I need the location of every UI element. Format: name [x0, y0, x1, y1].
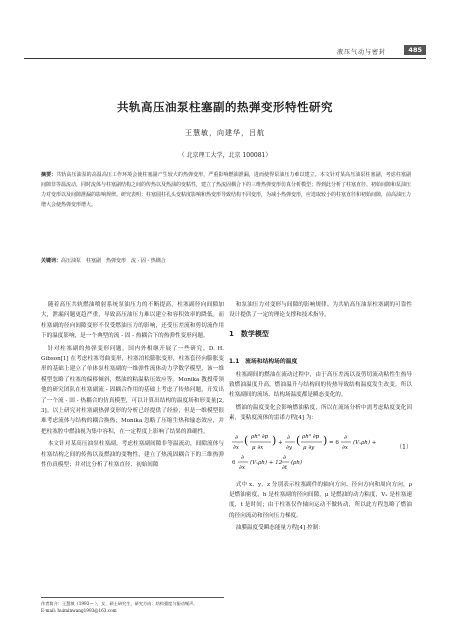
svg-text:∂t: ∂t — [282, 464, 288, 471]
author-info: 作者简介：王慧敏（1993— ），女，硕士研究生，研究方向：结构强度与振动噪声。 — [41, 601, 198, 606]
svg-text:∂: ∂ — [287, 434, 290, 441]
right-column — [229, 300, 412, 536]
contribution-paragraph: 本文针对某高压油泵柱塞副，考虑柱塞副间隙非等温流动，间隙流体与柱塞结构之间的传热以及燃油的变物性，建立了热流固耦合下的三维热弹性仿真模型；并对比分析了柱塞直径、初始间隙 — [41, 441, 224, 469]
running-header — [24, 44, 426, 59]
svg-text:∂x: ∂x — [233, 444, 239, 451]
keywords-text: 高压油泵 柱塞副 热弹变形 流 - 固 - 热耦合 — [61, 258, 166, 264]
svg-text:= 6: = 6 — [329, 439, 339, 446]
related-work-paragraph: 针对柱塞副的热弹变形问题，国内外相继开展了一些研究。D. H. Gibson[1] 在考虑柱塞弯曲变形，柱塞泊松膨胀变形，柱塞套径向膨胀变形的基础上建立了单体泵柱塞副的一维弹性流体动力学数学模型，该一维模型忽略了柱塞的偏移倾斜，燃油的粘温粘压效应等。Monika 教授带领他的研究团队在柱塞副流 - 固耦合作用的基础上考虑了传热问题，开发出了一个流 - 固 - 热耦合的仿真模型，可以计算出结构的温度场和形变量[2, 3]。以上研究对柱塞副热弹变形的分析已经提供了经验，但是一维模型很难考虑流体与结构的耦合换热；Monika 忽略了压缩生热和输态效应，并把柱塞腔中燃油视为集中容积，在一定程度上影响了结果的准确性。 — [41, 345, 224, 435]
equation-formula — [229, 426, 394, 474]
page-number-badge: 485 — [404, 45, 426, 55]
temperature-paragraph: 柱塞副间的燃油在流动过程中，由于高压差流以及剪切流动粘性生热导致燃油温度升高，燃油温升与结构间的传热导致结构温度发生改变，所以柱塞副间的流场、结构场温度都是瞬态变化的。 — [229, 371, 412, 399]
svg-text:∂x: ∂x — [342, 444, 348, 451]
intro-paragraph: 随着高压共轨燃油喷射系统泵油压力的不断提高，柱塞副径向间隙加大，泄漏问题更趋严重，导致高压油压力难以建立和容积效率的降低。而柱塞副的径向间隙变形不仅受燃油压力的影响，还受压差流和剪切流作用下的温度影响，是一个典型的流 - 固 - 热耦合下的热弹性变形问题。 — [41, 302, 224, 340]
svg-text:6: 6 — [232, 459, 236, 466]
energy-equation-intro: 油膜温度受瞬态能量方程[4] 控制： — [235, 525, 324, 532]
svg-text:∂: ∂ — [344, 434, 347, 441]
abstract-label: 摘要： — [41, 172, 57, 178]
keywords-label: 关键词： — [41, 258, 62, 264]
svg-text:μ ∂y: μ ∂y — [303, 444, 315, 451]
left-column — [41, 300, 224, 473]
svg-text:ρh³ ∂p: ρh³ ∂p — [302, 433, 320, 440]
paper-authors: 王慧敏，向建华，吕航 — [185, 129, 265, 137]
abstract-text: 共轨高压油泵的高温高压工作环境会使柱塞副产生较大的热弹变形，严重影响燃油泄漏，进而使得泵油压力难以建立。本文针对某高压油泵柱塞副，考虑柱塞副间隙非等温流动，同时流体与柱塞副结构之间的传热以及热油的变粘性，建立了热流固耦合下的三维热弹变形仿真分析模型；得到此分析了柱塞直径、初始间隙和泵油压力对变形以及间隙泄漏的影响规律。研究表明：柱塞圆柱孔头变粘度影响和热变形导致结构不同变形，为减小热弹变形，应选取较小的柱塞直径和初始间隙，前高油压力增大会使热弹变形增大。 — [41, 172, 412, 208]
svg-text:∂: ∂ — [241, 454, 244, 461]
svg-text:(Vₓρh) +: (Vₓρh) + — [353, 439, 377, 446]
svg-text:(Vₓρh) + 12: (Vₓρh) + 12 — [250, 459, 283, 466]
reynolds-equation — [229, 426, 412, 474]
paper-title: 共轨高压油泵柱塞副的热弹变形特性研究 — [117, 100, 333, 114]
svg-text:ρh³ ∂p: ρh³ ∂p — [251, 433, 269, 440]
abstract — [41, 170, 411, 210]
journal-name: 液压气动与密封 — [336, 49, 386, 56]
svg-text:(: ( — [296, 433, 301, 447]
svg-text:): ) — [272, 433, 277, 447]
keywords — [41, 257, 411, 265]
svg-text:∂y: ∂y — [286, 444, 292, 451]
subsection-heading: 1.1 流场和结构场的温度 — [229, 359, 298, 366]
section-heading: 1 数学模型 — [229, 329, 269, 338]
paper-affiliation: （ 北京理工大学，北京 100081） — [178, 152, 272, 159]
author-footnote — [41, 597, 224, 614]
intro-continued-paragraph: 和泵油压力对变形与间隙的影响规律。为共轨高压油泵柱塞副的可靠性设计提供了一定的理论支撑和技术指导。 — [229, 302, 412, 319]
equation-number: （1） — [396, 443, 412, 451]
svg-text:(ρh): (ρh) — [291, 459, 303, 466]
svg-text:): ) — [323, 433, 328, 447]
viscosity-paragraph: 燃油的温度变化会影响燃油粘度，所以在流场分析中需考虑粘度变化因素，变粘度流体的雷诺方程[4] 为： — [229, 404, 412, 422]
svg-text:(: ( — [244, 433, 249, 447]
svg-text:+: + — [278, 439, 283, 446]
svg-text:∂: ∂ — [235, 434, 238, 441]
svg-text:∂x: ∂x — [239, 464, 245, 471]
svg-text:μ ∂x: μ ∂x — [252, 444, 264, 451]
svg-text:∂: ∂ — [283, 454, 286, 461]
author-email: E-mail: huiminwang1993@163.com — [41, 608, 117, 613]
equation-explanation-paragraph: 式中 x、y、z 分别表示柱塞副件的轴向方向、径向方向和周向方向，ρ 是燃油密度，h 是柱塞副的径向间隙，μ 是燃油的动力粘度，Vₓ 是柱塞速度，t 是时间；由于柱塞仅作轴向运动不做转动，所以此方程忽略了燃油的径向流动和径向压力梯度。 — [229, 481, 412, 519]
